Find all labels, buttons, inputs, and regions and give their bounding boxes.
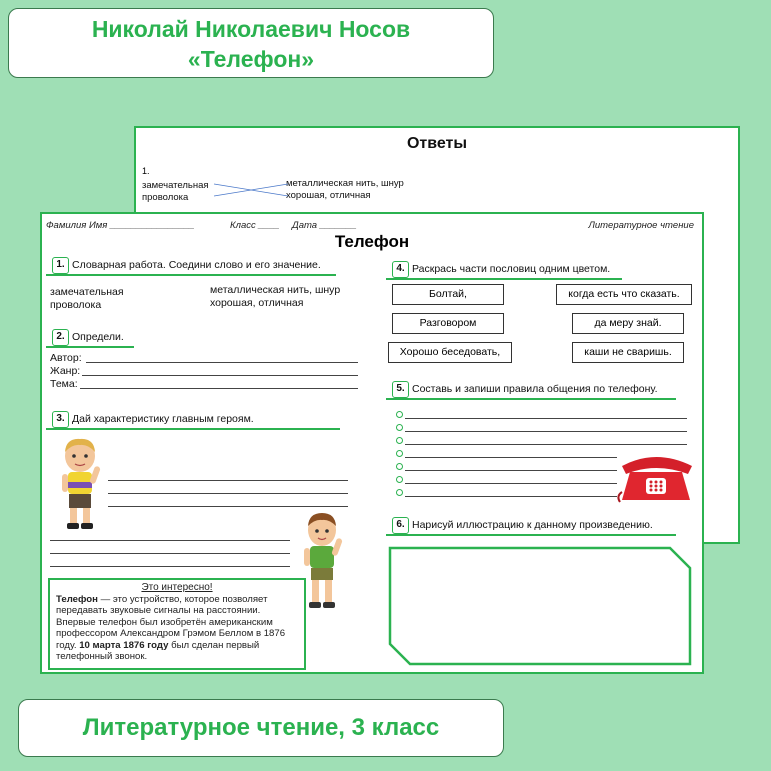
q1-right-1: металлическая нить, шнур bbox=[210, 284, 341, 296]
rule-line-4[interactable] bbox=[405, 457, 617, 458]
question-3-number: 3. bbox=[52, 411, 69, 428]
proverb-part-right-1[interactable]: когда есть что сказать. bbox=[556, 284, 692, 305]
fact-text bbox=[56, 594, 298, 663]
answers-left-2: проволока bbox=[142, 192, 189, 203]
fact-text-2: был сделан первый телефонный звонок. bbox=[56, 639, 260, 662]
question-1-number: 1. bbox=[52, 257, 69, 274]
rule-bullet-7 bbox=[396, 489, 403, 496]
question-2-text: Определи. bbox=[72, 331, 124, 343]
question-4-text: Раскрась части пословиц одним цветом. bbox=[412, 263, 611, 275]
drawing-area[interactable] bbox=[388, 546, 692, 666]
q2-genre-label: Жанр: bbox=[50, 365, 81, 377]
cover-title-line1: Николай Николаевич Носов bbox=[91, 16, 411, 42]
q2-theme-line[interactable] bbox=[80, 388, 358, 389]
answer-connect-lines bbox=[212, 180, 290, 200]
q1-left-2: проволока bbox=[50, 299, 102, 311]
q3-hero1-line-3[interactable] bbox=[108, 506, 348, 507]
red-telephone-icon bbox=[616, 452, 698, 504]
question-5-text: Составь и запиши правила общения по телефону. bbox=[412, 383, 658, 395]
rule-line-2[interactable] bbox=[405, 431, 687, 432]
q3-hero1-line-1[interactable] bbox=[108, 480, 348, 481]
question-6-text: Нарисуй иллюстрацию к данному произведению. bbox=[412, 519, 653, 531]
rule-line-7[interactable] bbox=[405, 496, 617, 497]
question-6 bbox=[386, 516, 676, 536]
answers-right-2: хорошая, отличная bbox=[286, 190, 371, 201]
header-date: Дата _______ bbox=[292, 220, 357, 231]
question-1-text: Словарная работа. Соедини слово и его значение. bbox=[72, 259, 321, 271]
rule-line-3[interactable] bbox=[405, 444, 687, 445]
rule-bullet-2 bbox=[396, 424, 403, 431]
q3-hero1-line-2[interactable] bbox=[108, 493, 348, 494]
proverb-part-left-3[interactable]: Хорошо беседовать, bbox=[388, 342, 512, 363]
question-4 bbox=[386, 260, 622, 280]
q3-hero2-line-1[interactable] bbox=[50, 540, 290, 541]
rule-line-1[interactable] bbox=[405, 418, 687, 419]
header-class: Класс ____ bbox=[230, 220, 280, 231]
boy-character-1-image bbox=[52, 436, 108, 532]
rule-bullet-5 bbox=[396, 463, 403, 470]
q2-genre-line[interactable] bbox=[82, 375, 358, 376]
header-name: Фамилия Имя ________________ bbox=[46, 220, 195, 231]
q1-right-2: хорошая, отличная bbox=[210, 297, 304, 309]
fact-box bbox=[48, 578, 306, 670]
answers-left-1: замечательная bbox=[142, 180, 209, 191]
question-3 bbox=[46, 410, 340, 430]
proverb-part-left-1[interactable]: Болтай, bbox=[392, 284, 504, 305]
answers-title: Ответы bbox=[406, 135, 468, 152]
question-3-text: Дай характеристику главным героям. bbox=[72, 413, 254, 425]
question-5-number: 5. bbox=[392, 381, 409, 398]
question-6-number: 6. bbox=[392, 517, 409, 534]
rule-bullet-1 bbox=[396, 411, 403, 418]
q2-author-label: Автор: bbox=[50, 352, 82, 364]
cover-title-box bbox=[8, 8, 494, 78]
cover-footer-box: Литературное чтение, 3 класс bbox=[18, 699, 504, 757]
worksheet-page bbox=[40, 212, 704, 674]
rule-bullet-3 bbox=[396, 437, 403, 444]
q3-hero2-line-2[interactable] bbox=[50, 553, 290, 554]
rule-line-5[interactable] bbox=[405, 470, 617, 471]
rule-bullet-4 bbox=[396, 450, 403, 457]
rule-bullet-6 bbox=[396, 476, 403, 483]
proverb-part-left-2[interactable]: Разговором bbox=[392, 313, 504, 334]
cover-title-line2: «Телефон» bbox=[187, 46, 315, 72]
q3-hero2-line-3[interactable] bbox=[50, 566, 290, 567]
fact-heading: Это интересно! bbox=[141, 582, 213, 593]
fact-bold-2: 10 марта 1876 году bbox=[79, 639, 169, 651]
question-4-number: 4. bbox=[392, 261, 409, 278]
worksheet-title: Телефон bbox=[334, 232, 410, 251]
header-subject: Литературное чтение bbox=[588, 220, 694, 231]
q1-left-1: замечательная bbox=[50, 286, 124, 298]
answers-number: 1. bbox=[142, 166, 150, 176]
fact-bold-1: Телефон bbox=[56, 593, 98, 605]
proverb-part-right-2[interactable]: да меру знай. bbox=[572, 313, 684, 334]
q2-theme-label: Тема: bbox=[50, 378, 78, 390]
question-2 bbox=[46, 328, 134, 348]
answers-right-1: металлическая нить, шнур bbox=[286, 178, 404, 189]
question-1 bbox=[46, 256, 336, 276]
question-2-number: 2. bbox=[52, 329, 69, 346]
q2-author-line[interactable] bbox=[86, 362, 358, 363]
fact-text-1: — это устройство, которое позволяет передавать звуковые сигналы на расстоянии. Впервые телефон был изобретён американским профессором Александром Грэмом Беллом в 1876 году. bbox=[56, 593, 286, 651]
question-5 bbox=[386, 380, 676, 400]
rule-line-6[interactable] bbox=[405, 483, 617, 484]
proverb-part-right-3[interactable]: каши не сваришь. bbox=[572, 342, 684, 363]
